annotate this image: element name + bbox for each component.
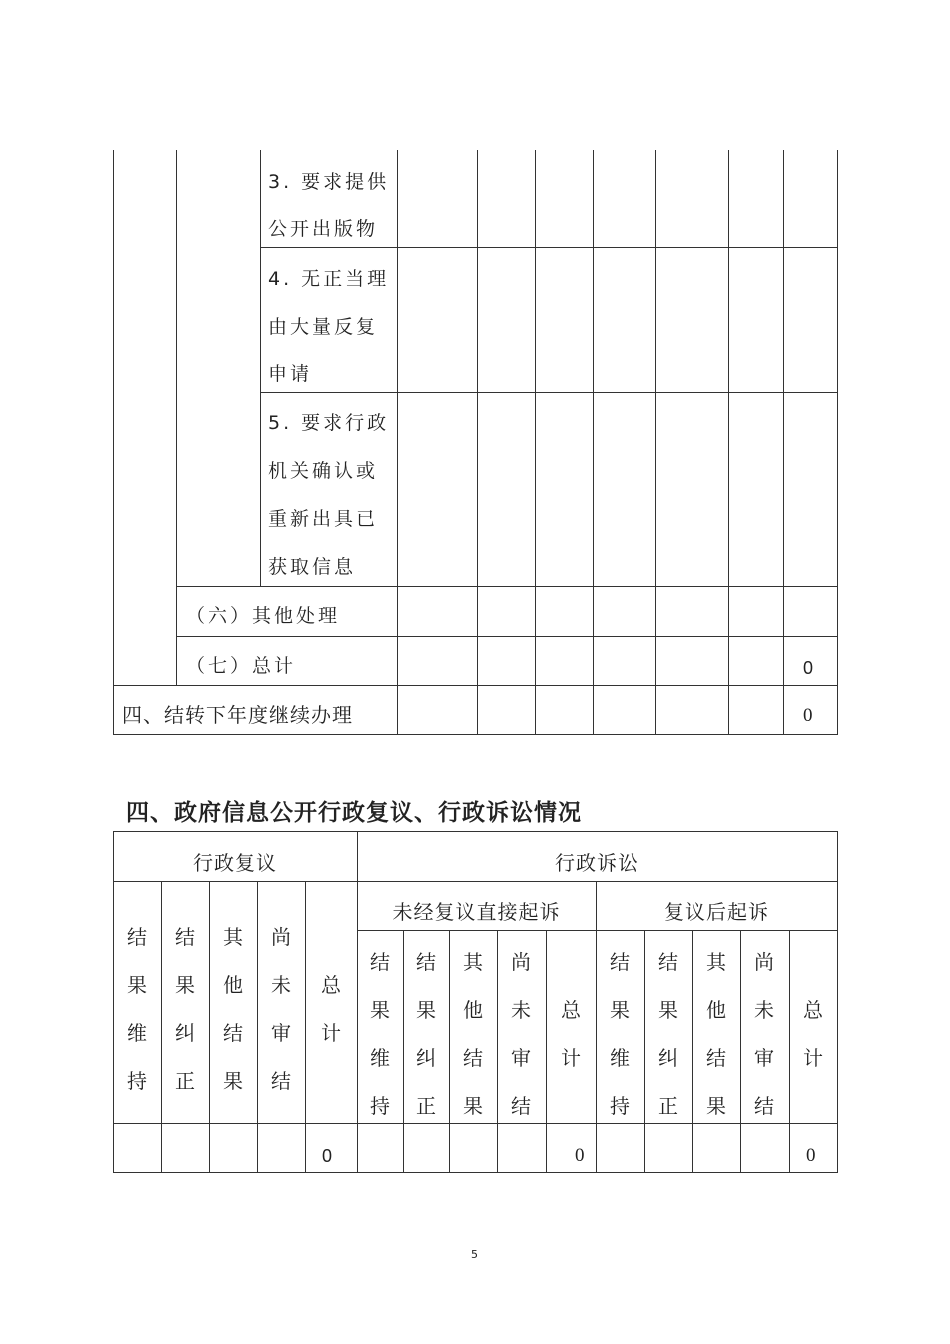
row-label: 获取信息: [268, 556, 357, 578]
column-header: 其他结果: [706, 950, 726, 1118]
column-header: 结果维持: [127, 925, 147, 1093]
column-header: 尚未审结: [271, 925, 291, 1093]
table-border: [692, 930, 693, 1173]
column-header: 尚未审结: [754, 950, 774, 1118]
table-border: [837, 831, 838, 1173]
table-border: [837, 150, 838, 735]
table-border: [593, 150, 594, 735]
table-border: [728, 150, 729, 735]
row-label: 4. 无正当理: [268, 268, 390, 290]
table-border: [449, 930, 450, 1173]
table-border: [161, 881, 162, 1173]
table-border: [176, 150, 177, 686]
row-label: 机关确认或: [268, 460, 379, 482]
table-border: [644, 930, 645, 1173]
table-border: [257, 881, 258, 1173]
table-border: [789, 930, 790, 1173]
review-total: 0: [322, 1146, 336, 1166]
table-border: [209, 881, 210, 1173]
column-header: 结果纠正: [658, 950, 678, 1118]
direct-suit-header: 未经复议直接起诉: [392, 900, 561, 924]
table-border: [113, 1172, 838, 1173]
row-label: 5. 要求行政: [268, 412, 390, 434]
column-header: 结果纠正: [416, 950, 436, 1118]
column-header: 总计: [803, 998, 823, 1070]
column-header: 结果维持: [610, 950, 630, 1118]
table-border: [260, 150, 261, 587]
carry-over-value: 0: [803, 705, 816, 726]
row-label: 公开出版物: [268, 218, 379, 240]
table-border: [397, 150, 398, 735]
row-label: 3. 要求提供: [268, 171, 390, 193]
column-header: 尚未审结: [511, 950, 531, 1118]
other-processing-label: （六）其他处理: [186, 605, 341, 627]
table-border: [783, 150, 784, 735]
table-border: [260, 392, 838, 393]
row-label: 重新出具已: [268, 508, 379, 530]
column-header: 总计: [321, 973, 341, 1045]
row-label: 由大量反复: [268, 316, 379, 338]
review-header: 行政复议: [193, 851, 277, 875]
page-number: 5: [471, 1248, 478, 1261]
carry-over-label: 四、结转下年度继续办理: [122, 703, 353, 727]
total-value: 0: [803, 658, 817, 678]
after-review-total: 0: [806, 1145, 819, 1166]
table-border: [113, 150, 114, 735]
table-border: [546, 930, 547, 1173]
table-border: [403, 930, 404, 1173]
table-border: [740, 930, 741, 1173]
table-border: [497, 930, 498, 1173]
direct-suit-total: 0: [575, 1145, 588, 1166]
litigation-header: 行政诉讼: [555, 851, 639, 875]
column-header: 结果维持: [370, 950, 390, 1118]
table-border: [477, 150, 478, 735]
table-border: [113, 831, 838, 832]
after-review-header: 复议后起诉: [664, 900, 769, 924]
column-header: 其他结果: [463, 950, 483, 1118]
table-border: [305, 881, 306, 1173]
row-label: 申请: [268, 363, 313, 385]
total-label: （七）总计: [186, 655, 297, 677]
section-heading: 四、政府信息公开行政复议、行政诉讼情况: [126, 799, 582, 826]
table-border: [655, 150, 656, 735]
column-header: 其他结果: [223, 925, 243, 1093]
table-border: [535, 150, 536, 735]
column-header: 结果纠正: [175, 925, 195, 1093]
column-header: 总计: [561, 998, 581, 1070]
